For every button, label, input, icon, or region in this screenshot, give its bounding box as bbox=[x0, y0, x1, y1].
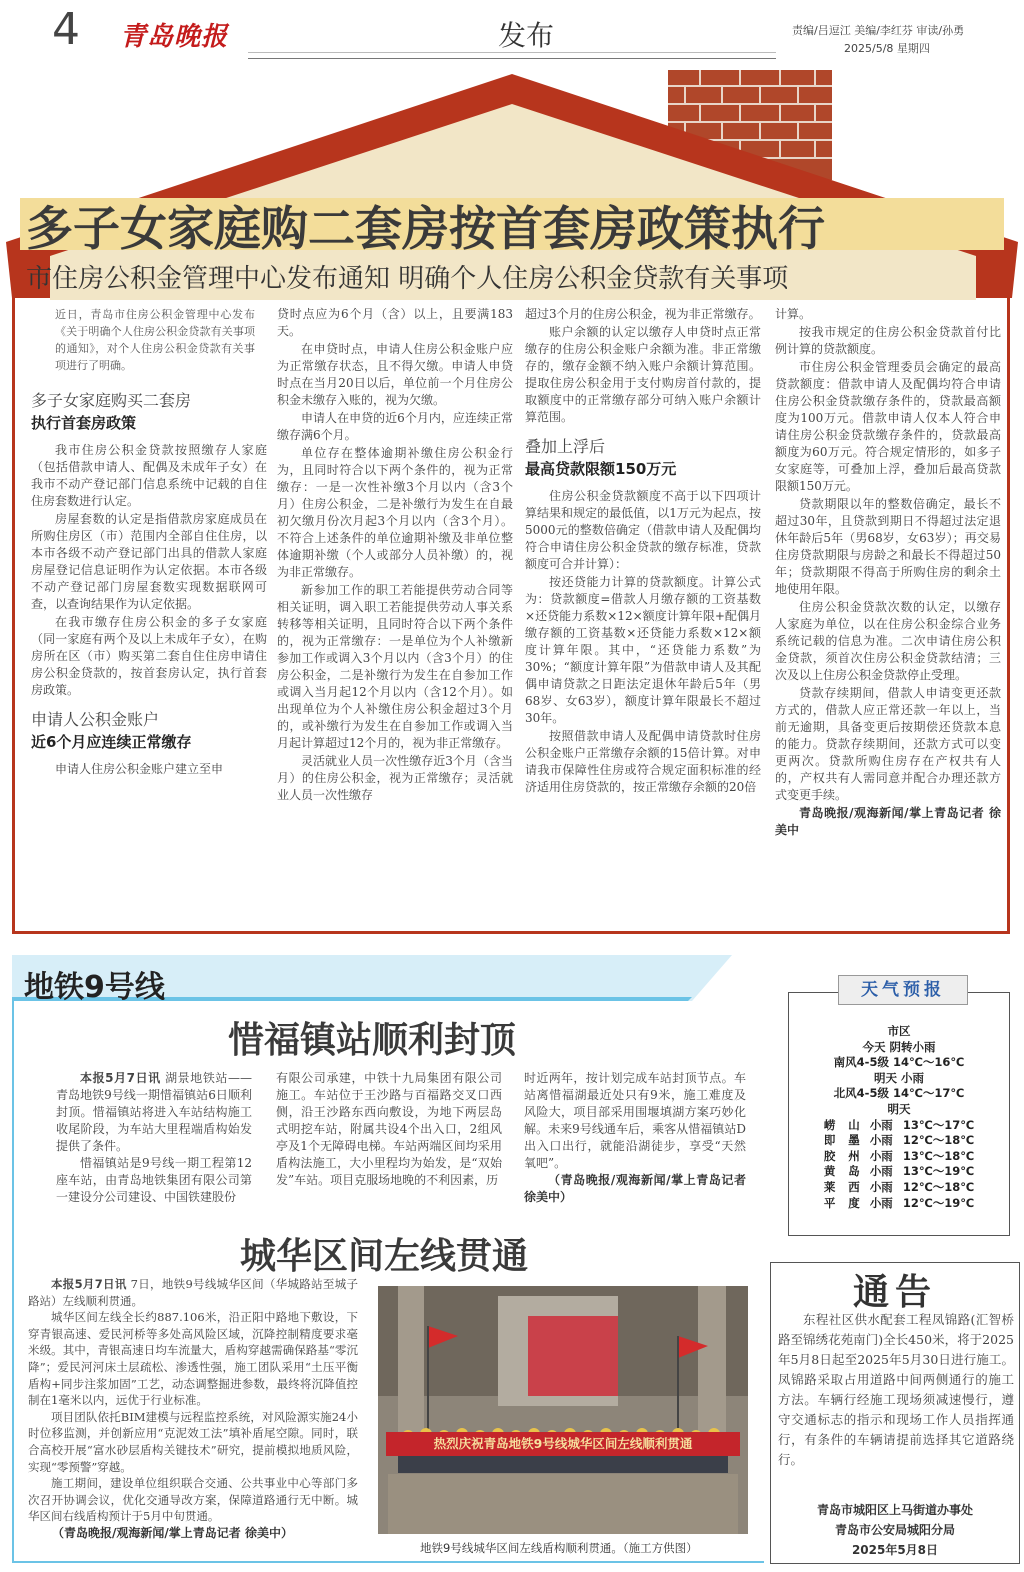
weather-forecast bbox=[788, 1024, 1010, 1211]
paragraph: 7日，地铁9号线城华区间（华城路站至城子路站）左线顺利贯通。 bbox=[28, 1277, 359, 1308]
paragraph: 申请人在申贷的近6个月内，应连续正常缴存满6个月。 bbox=[277, 411, 513, 442]
weather-city: 市区 bbox=[887, 1024, 911, 1038]
paragraph: 市住房公积金管理委员会确定的最高贷款额度：借款申请人及配偶均符合申请住房公积金贷款缴存条件的，贷款最高额度为100万元。借款申请人仅本人符合申请住房公积金贷款缴存条件的，贷款最高额度为60万元。符合规定情形的，如多子女家庭等，可叠加上浮，叠加后最高贷款限额150万元。 bbox=[775, 360, 1001, 493]
paragraph: 贷时点应为6个月（含）以上，且要满183天。 bbox=[277, 307, 513, 338]
paragraph: 申请人住房公积金账户建立至申 bbox=[55, 762, 224, 776]
notice-date: 2025年5月8日 bbox=[851, 1543, 939, 1557]
construction-celebration-photo bbox=[378, 1286, 748, 1534]
weather-tomorrow-detail: 北风4-5级 14℃～17℃ bbox=[833, 1086, 965, 1101]
dateline: 本报5月7日讯 bbox=[80, 1071, 161, 1085]
news-photo bbox=[378, 1286, 748, 1534]
subheading-line: 近6个月应连续正常缴存 bbox=[31, 733, 192, 751]
article-column-4 bbox=[775, 306, 1001, 840]
paragraph: 我市住房公积金贷款按照缴存人家庭（包括借款申请人、配偶及未成年子女）在我市不动产登记部门信息系统中记载的自住住房套数进行认定。 bbox=[31, 443, 267, 508]
story-column bbox=[56, 1070, 252, 1206]
paragraph: 湖景地铁站——青岛地铁9号线一期惜福镇站6日顺利封顶。惜福镇站将进入车站结构施工收尾阶段，为车站大里程端盾构始发提供了条件。 bbox=[56, 1071, 252, 1153]
main-headline: 多子女家庭购二套房按首套房政策执行 bbox=[26, 202, 825, 257]
article-column-2 bbox=[277, 306, 513, 805]
story-column bbox=[276, 1070, 502, 1189]
weather-row: 即墨 小雨 12℃～18℃ bbox=[823, 1133, 975, 1148]
article-column-3 bbox=[525, 306, 761, 797]
weather-row: 平度 小雨 12℃～19℃ bbox=[823, 1195, 975, 1210]
subheading-line: 最高贷款限额150万元 bbox=[525, 460, 677, 478]
story-headline: 城华区间左线贯通 bbox=[240, 1236, 529, 1277]
notice-signature bbox=[770, 1500, 1020, 1560]
dateline: 本报5月7日讯 bbox=[51, 1277, 127, 1291]
story-column bbox=[28, 1276, 358, 1542]
paragraph: 在我市缴存住房公积金的多子女家庭（同一家庭有两个及以上未成年子女），在购房所在区（市）购买第二套自住住房申请住房公积金贷款的，按首套房认定，执行首套房政策。 bbox=[31, 615, 267, 697]
weather-tomorrow-label: 明天 bbox=[887, 1101, 911, 1116]
byline: 青岛晚报/观海新闻/掌上青岛记者 徐美中 bbox=[775, 806, 1001, 837]
notice-issuer: 青岛市城阳区上马街道办事处 bbox=[816, 1503, 973, 1517]
paragraph: 单位存在整体逾期补缴住房公积金行为，且同时符合以下两个条件的，视为正常缴存：一是一次性补缴3个月以内（含3个月）住房公积金，二是补缴行为发生在自最初欠缴月份次月起3个月以内（含3个月）。不符合上述条件的单位逾期补缴及非单位整体逾期补缴（个人或部分人员补缴）的，视为非正常缴存。 bbox=[277, 446, 513, 579]
photo-banner-text: 热烈庆祝青岛地铁9号线城华区间左线顺利贯通 bbox=[386, 1432, 740, 1456]
paragraph: 房屋套数的认定是指借款房家庭成员在所购住房区（市）范围内全部自住住房，以本市各级不动产登记部门出具的借款人家庭房屋登记信息证明作为认定依据。本市各级不动产登记部门房屋套数实现数据联网可查，以查询结果作为认定依据。 bbox=[31, 512, 267, 611]
article-column-1 bbox=[31, 306, 267, 779]
subheading bbox=[525, 436, 761, 480]
subheading bbox=[31, 390, 267, 434]
paragraph: 惜福镇站是9号线一期工程第12座车站，由青岛地铁集团有限公司第一建设分公司建设、中国铁建股份 bbox=[56, 1156, 252, 1204]
byline: （青岛晚报/观海新闻/掌上青岛记者 徐美中） bbox=[524, 1173, 746, 1204]
sub-headline: 市住房公积金管理中心发布通知 明确个人住房公积金贷款有关事项 bbox=[26, 264, 789, 294]
story-column bbox=[524, 1070, 746, 1206]
subheading-line: 申请人公积金账户 bbox=[31, 710, 160, 729]
subheading-line: 叠加上浮后 bbox=[525, 437, 606, 456]
weather-tomorrow: 明天 小雨 bbox=[873, 1070, 924, 1085]
paragraph: 时近两年，按计划完成车站封顶节点。车站离惜福湖最近处只有9米，施工难度及风险大，项目部采用围堰填湖方案巧妙化解。未来9号线通车后，乘客从惜福镇站D出入口出行，就能沿湖徒步，享受“天然氧吧”。 bbox=[524, 1071, 746, 1170]
paragraph: 贷款存续期间，借款人申请变更还款方式的，借款人应正常还款一年以上，当前无逾期，具备变更后按期偿还贷款本息的能力。贷款存续期间，还款方式可以变更两次。贷款所购住房存在产权共有人的，产权共有人需同意并配合办理还款方式变更手续。 bbox=[775, 686, 1001, 802]
paragraph: 新参加工作的职工若能提供劳动合同等相关证明，调入职工若能提供劳动人事关系转移等相关证明，且同时符合以下两个条件的，视为正常缴存：一是单位为个人补缴新参加工作或调入3个月以内（含3个月）的住房公积金，二是补缴行为发生在自参加工作或调入当月起12个月以内（含12个月）。如出现单位为个人补缴住房公积金超过3个月的，或补缴行为发生在自参加工作或调入当月起计算超过12个月的，视为非正常缴存。 bbox=[277, 583, 513, 750]
paragraph: 灵活就业人员一次性缴存近3个月（含当月）的住房公积金，视为正常缴存；灵活就业人员一次性缴存 bbox=[277, 754, 513, 802]
credits-line: 责编/吕逗江 美编/李红芬 审读/孙勇 bbox=[792, 24, 965, 37]
photo-caption: 地铁9号线城华区间左线盾构顺利贯通。（施工方供图） bbox=[420, 1541, 698, 1555]
article-lead bbox=[31, 306, 267, 374]
paragraph: 按照借款申请人及配偶申请贷款时住房公积金账户正常缴存余额的15倍计算。对申请我市保障性住房或符合规定面积标准的经济适用住房贷款的，按正常缴存余额的20倍 bbox=[525, 729, 761, 794]
section-title: 发布 bbox=[498, 19, 555, 52]
weather-row: 崂山 小雨 13℃～17℃ bbox=[823, 1117, 975, 1132]
paragraph: 按还贷能力计算的贷款额度。计算公式为：贷款额度=借款人月缴存额的工资基数×还贷能力系数×12×额度计算年限+配偶月缴存额的工资基数×还贷能力系数×12×额度计算年限。其中，“还贷能力系数”为30%；“额度计算年限”为借款申请人及其配偶申请贷款之日距法定退休年龄后5年（男68岁、女63岁），额度计算年限最长不超过30年。 bbox=[525, 575, 761, 725]
paragraph: 住房公积金贷款次数的认定，以缴存人家庭为单位，以在住房公积金综合业务系统记载的信息为准。二次申请住房公积金贷款，须首次住房公积金贷款结清；三次及以上住房公积金贷款停止受理。 bbox=[775, 600, 1001, 682]
paragraph: 施工期间，建设单位组织联合交通、公共事业中心等部门多次召开协调会议，优化交通导改方案，保障道路通行无中断。城华区间右线盾构预计于5月中旬贯通。 bbox=[28, 1476, 358, 1524]
metro-section-title: 地铁9号线 bbox=[24, 970, 165, 1005]
weather-row: 胶州 小雨 13℃～18℃ bbox=[823, 1148, 975, 1163]
page-number: 4 bbox=[52, 4, 80, 55]
paragraph: 贷款期限以年的整数倍确定，最长不超过30年，且贷款到期日不得超过法定退休年龄后5年（男68岁，女63岁）；再交易住房贷款期限与房龄之和最长不得超过50年；贷款期限不得高于所购住房的剩余土地使用年限。 bbox=[775, 497, 1001, 596]
paragraph: 项目团队依托BIM建模与远程监控系统，对风险源实施24小时位移监测，并创新应用“克泥效工法”填补盾尾空隙。同时，联合高校开展“富水砂层盾构关键技术”研究，提前模拟地质风险，实现“零预警”穿越。 bbox=[28, 1409, 358, 1474]
masthead bbox=[0, 0, 1024, 60]
subheading bbox=[31, 709, 267, 753]
main-article bbox=[12, 298, 1010, 934]
byline: （青岛晚报/观海新闻/掌上青岛记者 徐美中） bbox=[52, 1525, 293, 1540]
paragraph: 有限公司承建，中铁十九局集团有限公司施工。车站位于王沙路与百福路交叉口西侧，沿王沙路东西向敷设，为地下两层岛式明挖车站，附属共设4个出入口，2组风亭及1个无障碍电梯。车站两端区间均采用盾构法施工，大小里程均为始发，是“双始发”车站。项目克服场地晚的不利因素，历 bbox=[276, 1071, 502, 1187]
weather-row: 莱西 小雨 12℃～18℃ bbox=[823, 1179, 975, 1194]
masthead-divider bbox=[248, 58, 776, 59]
subheading-line: 多子女家庭购买二套房 bbox=[31, 391, 192, 410]
weather-title: 天气预报 bbox=[838, 975, 968, 1005]
paragraph: 按我市规定的住房公积金贷款首付比例计算的贷款额度。 bbox=[775, 325, 1001, 356]
paragraph: 住房公积金贷款额度不高于以下四项计算结果和规定的最低值，以1万元为起点，按5000元的整数倍确定（借款申请人及配偶均符合申请住房公积金贷款的缴存标准，贷款额度可合并计算）： bbox=[525, 489, 761, 571]
story-headline: 惜福镇站顺利封顶 bbox=[228, 1020, 517, 1061]
weather-row: 黄岛 小雨 13℃～19℃ bbox=[823, 1164, 975, 1179]
notice-issuer: 青岛市公安局城阳分局 bbox=[834, 1523, 955, 1537]
subheading-line: 执行首套房政策 bbox=[31, 414, 137, 432]
weather-today: 今天 阴转小雨 bbox=[862, 1039, 936, 1054]
paragraph: 超过3个月的住房公积金，视为非正常缴存。 bbox=[525, 307, 761, 321]
notice-title: 通告 bbox=[852, 1272, 937, 1313]
paragraph: 城华区间左线全长约887.106米，沿正阳中路地下敷设，下穿青银高速、爱民河桥等多处高风险区域，沉降控制精度要求毫米级。其中，青银高速日均车流量大，盾构穿越需确保路基“零沉降”；爱民河河床土层疏松、渗透性强，施工团队采用“土压平衡盾构+同步注浆加固”工艺，动态调整掘进参数，最终将沉降值控制在1毫米以内，远优于行业标准。 bbox=[28, 1310, 358, 1408]
paragraph: 计算。 bbox=[775, 307, 812, 321]
notice-body: 东程社区供水配套工程凤锦路(汇智桥路至锦绣花苑南门)全长450米，将于2025年5月8日起至2025年5月30日进行施工。凤锦路采取占用道路中间两侧通行的施工方法。车辆行经施工现场须减速慢行，遵守交通标志的指示和现场工作人员指挥通行，有条件的车辆请提前选择其它道路绕行。 bbox=[778, 1312, 1014, 1467]
paragraph: 在申贷时点，申请人住房公积金账户应为正常缴存状态，且不得欠缴。申请人申贷时点在当月20日以后，单位前一个月住房公积金未缴存入账的，视为欠缴。 bbox=[277, 342, 513, 407]
lead-paragraph: 近日，青岛市住房公积金管理中心发布《关于明确个人住房公积金贷款有关事项的通知》，对个人住房公积金贷款有关事项进行了明确。 bbox=[55, 308, 255, 372]
paragraph: 账户余额的认定以缴存人申贷时点正常缴存的住房公积金账户余额为准。非正常缴存的，缴存金额不纳入账户余额计算范围。提取住房公积金用于支付购房首付款的，提取额度中的正常缴存部分可纳入账户余额计算范围。 bbox=[525, 325, 761, 424]
masthead-divider bbox=[248, 52, 776, 53]
weather-today-detail: 南风4-5级 14℃～16℃ bbox=[833, 1055, 965, 1070]
newspaper-logo: 青岛晚报 bbox=[120, 22, 229, 52]
issue-date: 2025/5/8 星期四 bbox=[844, 42, 930, 55]
editor-credits bbox=[792, 22, 964, 58]
